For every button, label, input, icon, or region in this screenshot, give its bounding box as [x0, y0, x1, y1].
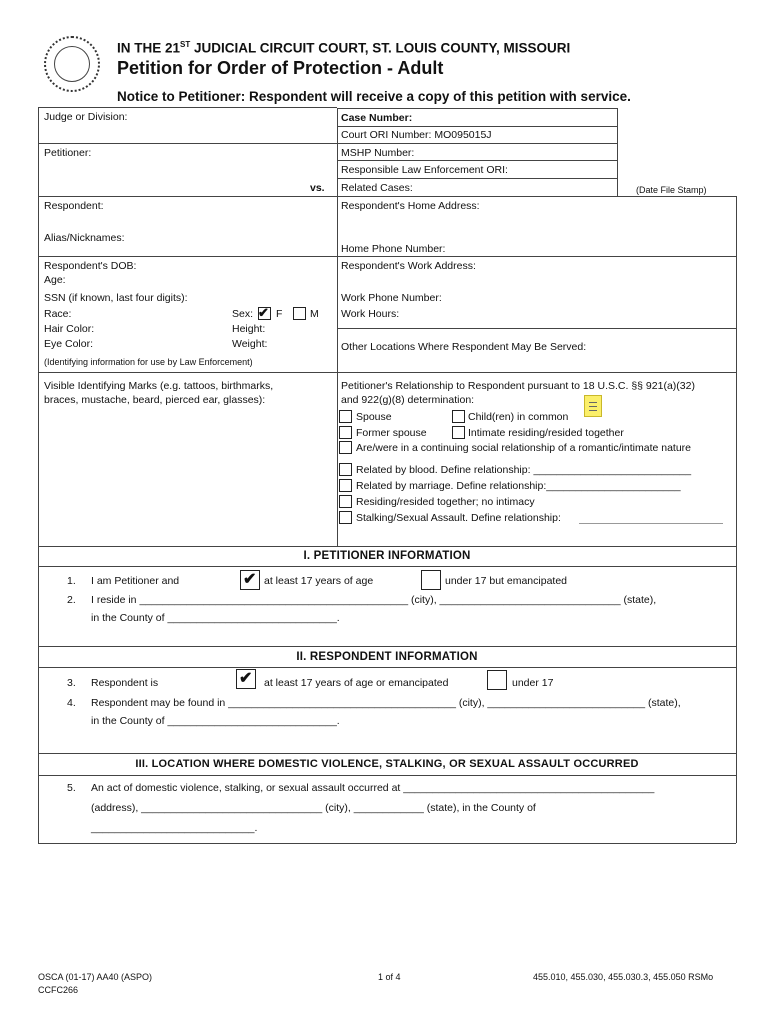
- social-checkbox[interactable]: [339, 441, 352, 454]
- spouse-label: Spouse: [356, 411, 392, 423]
- sex-label: Sex:: [232, 308, 254, 320]
- section-1-title: I. PETITIONER INFORMATION: [303, 550, 471, 562]
- pet-17-label: at least 17 years of age: [264, 575, 374, 587]
- home-address-label: Respondent's Home Address:: [341, 200, 480, 212]
- case-number-label: Case Number:: [341, 112, 413, 124]
- marks-label-1: Visible Identifying Marks (e.g. tattoos, birthmarks,: [44, 380, 274, 392]
- judge-division-label: Judge or Division:: [44, 111, 128, 123]
- item-3-label: Respondent is: [91, 677, 159, 689]
- section-2-title: II. RESPONDENT INFORMATION: [296, 651, 478, 663]
- court-ori-label: Court ORI Number: MO095015J: [341, 129, 492, 141]
- weight-label: Weight:: [232, 338, 268, 350]
- item-2-reside: I reside in ______________________________________________ (city), _______________________________ (state),: [91, 594, 657, 606]
- footer-page-number: 1 of 4: [378, 972, 401, 982]
- intimate-checkbox[interactable]: [452, 426, 465, 439]
- item-4-county: in the County of _____________________________.: [91, 715, 340, 727]
- marks-label-2: braces, mustache, beard, pierced ear, glasses):: [44, 394, 266, 406]
- resp-17-check-icon: ✔: [239, 670, 253, 687]
- ident-note: (Identifying information for use by Law Enforcement): [44, 357, 253, 367]
- former-spouse-checkbox[interactable]: [339, 426, 352, 439]
- residing-checkbox[interactable]: [339, 495, 352, 508]
- item-5-line-1: An act of domestic violence, stalking, or sexual assault occurred at ___________________________________________: [91, 782, 655, 794]
- work-phone-label: Work Phone Number:: [341, 292, 442, 304]
- item-2-county: in the County of _____________________________.: [91, 612, 340, 624]
- hair-label: Hair Color:: [44, 323, 95, 335]
- height-label: Height:: [232, 323, 266, 335]
- ssn-label: SSN (if known, last four digits):: [44, 292, 188, 304]
- footer-form-code: CCFC266: [38, 985, 79, 995]
- vs-label: vs.: [310, 182, 325, 194]
- blood-checkbox[interactable]: [339, 463, 352, 476]
- pet-under17-label: under 17 but emancipated: [445, 575, 568, 587]
- item-3-number: 3.: [67, 677, 76, 689]
- former-spouse-label: Former spouse: [356, 427, 427, 439]
- notice-line: Notice to Petitioner: Respondent will receive a copy of this petition with service.: [117, 89, 631, 104]
- resp-under17-label: under 17: [512, 677, 554, 689]
- mshp-label: MSHP Number:: [341, 147, 415, 159]
- pet-under17-checkbox[interactable]: [421, 570, 441, 590]
- relationship-label-2: and 922(g)(8) determination:: [341, 394, 475, 406]
- stalking-checkbox[interactable]: [339, 511, 352, 524]
- alias-label: Alias/Nicknames:: [44, 232, 125, 244]
- section-3-title: III. LOCATION WHERE DOMESTIC VIOLENCE, STALKING, OR SEXUAL ASSAULT OCCURRED: [135, 758, 639, 770]
- stalking-underline: [579, 523, 723, 524]
- sex-m-label: M: [310, 308, 319, 320]
- sex-m-checkbox[interactable]: [293, 307, 306, 320]
- related-cases-label: Related Cases:: [341, 182, 413, 194]
- sticky-note-icon[interactable]: [584, 395, 602, 417]
- blood-label: Related by blood. Define relationship: ___________________________: [356, 464, 692, 476]
- sex-f-label: F: [276, 308, 283, 320]
- spouse-checkbox[interactable]: [339, 410, 352, 423]
- marriage-checkbox[interactable]: [339, 479, 352, 492]
- race-label: Race:: [44, 308, 72, 320]
- dob-label: Respondent's DOB:: [44, 260, 137, 272]
- petitioner-label: Petitioner:: [44, 147, 92, 159]
- age-label: Age:: [44, 274, 66, 286]
- social-label: Are/were in a continuing social relationship of a romantic/intimate nature: [356, 442, 692, 454]
- item-2-number: 2.: [67, 594, 76, 606]
- home-phone-label: Home Phone Number:: [341, 243, 446, 255]
- resp-17-label: at least 17 years of age or emancipated: [264, 677, 449, 689]
- residing-label: Residing/resided together; no intimacy: [356, 496, 535, 508]
- page-title: Petition for Order of Protection - Adult: [117, 58, 444, 78]
- children-label: Child(ren) in common: [468, 411, 569, 423]
- other-locations-label: Other Locations Where Respondent May Be Served:: [341, 341, 587, 353]
- item-5-line-2: (address), _______________________________ (city), ____________ (state), in the County of: [91, 802, 536, 814]
- date-stamp-label: (Date File Stamp): [636, 185, 707, 195]
- item-1-label: I am Petitioner and: [91, 575, 180, 587]
- work-address-label: Respondent's Work Address:: [341, 260, 476, 272]
- resp-ori-label: Responsible Law Enforcement ORI:: [341, 164, 508, 176]
- court-heading: IN THE 21ST JUDICIAL CIRCUIT COURT, ST. LOUIS COUNTY, MISSOURI: [117, 40, 571, 56]
- item-4-number: 4.: [67, 697, 76, 709]
- relationship-label-1: Petitioner's Relationship to Respondent pursuant to 18 U.S.C. §§ 921(a)(32): [341, 380, 695, 392]
- children-checkbox[interactable]: [452, 410, 465, 423]
- resp-under17-checkbox[interactable]: [487, 670, 507, 690]
- pet-17-check-icon: ✔: [243, 571, 257, 588]
- footer-statutes: 455.010, 455.030, 455.030.3, 455.050 RSMo: [533, 972, 714, 982]
- marriage-label: Related by marriage. Define relationship:_______________________: [356, 480, 681, 492]
- item-5-number: 5.: [67, 782, 76, 794]
- stalking-label: Stalking/Sexual Assault. Define relationship:: [356, 512, 561, 524]
- footer-form-id: OSCA (01-17) AA40 (ASPO): [38, 972, 153, 982]
- court-seal-icon: [44, 36, 100, 92]
- item-5-line-3: ____________________________.: [91, 822, 258, 834]
- item-1-number: 1.: [67, 575, 76, 587]
- intimate-label: Intimate residing/resided together: [468, 427, 624, 439]
- respondent-label: Respondent:: [44, 200, 104, 212]
- work-hours-label: Work Hours:: [341, 308, 400, 320]
- eye-label: Eye Color:: [44, 338, 94, 350]
- sex-f-check-icon: ✔: [258, 305, 269, 320]
- item-4-found: Respondent may be found in _______________________________________ (city), ___________________________ (state),: [91, 697, 681, 709]
